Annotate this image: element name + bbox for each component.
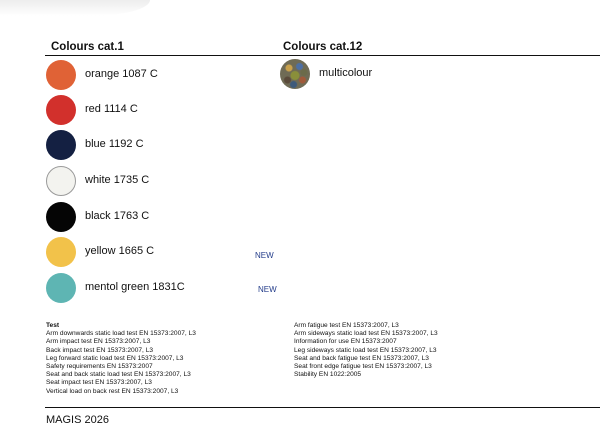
colours-cat1-heading: Colours cat.1: [51, 41, 124, 53]
new-badge: NEW: [255, 251, 274, 260]
multicolour-swatch-icon[interactable]: [280, 59, 310, 89]
tests-title: Test: [46, 322, 60, 329]
test-item: Vertical load on back rest EN 15373:2007, L3: [46, 387, 179, 395]
colour-label: red 1114 C: [85, 103, 138, 115]
colour-label: black 1763 C: [85, 210, 150, 222]
new-badge: NEW: [258, 285, 277, 294]
test-item: Arm impact test EN 15373:2007, L3: [46, 338, 151, 346]
blue-swatch-icon: [46, 130, 76, 160]
header-rule: [45, 55, 600, 56]
footer-rule: [45, 407, 600, 408]
colour-item-blue[interactable]: [46, 130, 286, 160]
black-swatch-icon: [46, 202, 76, 232]
colour-item-red[interactable]: [46, 95, 286, 125]
colour-label: mentol green 1831C: [85, 281, 185, 293]
test-item: Arm downwards static load test EN 15373:2007, L3: [46, 330, 196, 338]
test-item: Seat and back static load test EN 15373:2007, L3: [46, 371, 191, 379]
colour-item-white[interactable]: [46, 166, 286, 196]
test-item: Seat front edge fatigue test EN 15373:2007, L3: [294, 363, 432, 371]
test-item: Information for use EN 15373:2007: [294, 338, 397, 346]
test-item: Seat impact test EN 15373:2007, L3: [46, 379, 152, 387]
colour-item-orange[interactable]: [46, 60, 286, 90]
test-item: Back impact test EN 15373:2007, L3: [46, 346, 154, 354]
colour-item-yellow[interactable]: [46, 237, 286, 267]
yellow-swatch-icon: [46, 237, 76, 267]
colour-label: white 1735 C: [85, 174, 150, 186]
test-item: Seat and back fatigue test EN 15373:2007, L3: [294, 354, 429, 362]
orange-swatch-icon: [46, 60, 76, 90]
tests-right-column: [294, 322, 438, 379]
mentol-green-swatch-icon: [46, 273, 76, 303]
red-swatch-icon: [46, 95, 76, 125]
page-curl-shadow: [0, 0, 150, 16]
test-item: Leg forward static load test EN 15373:2007, L3: [46, 354, 184, 362]
colour-label: yellow 1665 C: [85, 245, 155, 257]
test-item: Leg sideways static load test EN 15373:2007, L3: [294, 346, 437, 354]
footer-brand: MAGIS 2026: [46, 414, 109, 426]
colour-item-mentol-green[interactable]: [46, 273, 286, 303]
colours-cat12-heading: Colours cat.12: [283, 41, 363, 53]
tests-left-column: [46, 322, 196, 396]
colour-label: orange 1087 C: [85, 68, 158, 80]
test-item: Arm fatigue test EN 15373:2007, L3: [294, 322, 399, 329]
test-item: Stability EN 1022:2005: [294, 371, 362, 379]
test-item: Arm sideways static load test EN 15373:2007, L3: [294, 330, 438, 338]
test-item: Safety requirements EN 15373:2007: [46, 363, 153, 371]
colour-item-black[interactable]: [46, 202, 286, 232]
colour-label-multicolour: multicolour: [319, 67, 373, 79]
colour-label: blue 1192 C: [85, 138, 144, 150]
white-swatch-icon: [46, 166, 76, 196]
